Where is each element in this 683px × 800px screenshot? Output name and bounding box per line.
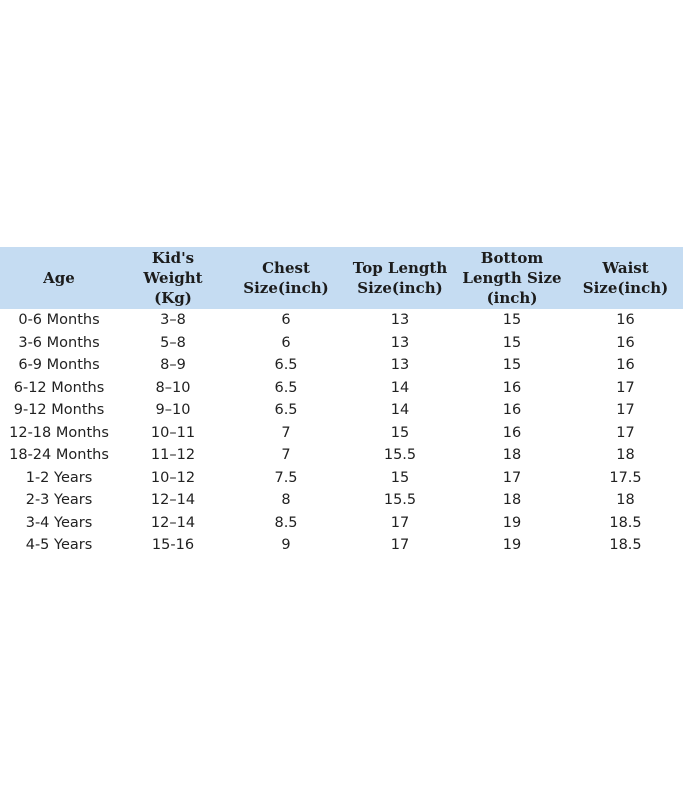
top-length-cell: 15.5 [383, 447, 417, 464]
age-cell: 2-3 Years [25, 492, 93, 509]
age-cell: 3-4 Years [25, 514, 93, 531]
chest-cell: 6 [281, 334, 291, 351]
top-length-cell: 15 [390, 469, 410, 486]
age-cell: 1-2 Years [25, 469, 93, 486]
top-length-cell: 17 [390, 537, 410, 554]
table-row [0, 489, 683, 512]
bottom-length-cell: 19 [502, 514, 522, 531]
weight-cell: 15-16 [151, 537, 195, 554]
table-row [0, 399, 683, 422]
table-body [0, 309, 683, 557]
chest-cell: 6.5 [274, 357, 298, 374]
waist-cell: 16 [616, 334, 635, 351]
age-cell: 6-12 Months [13, 379, 105, 396]
weight-cell: 11–12 [150, 447, 196, 464]
top-length-cell: 17 [390, 514, 410, 531]
table-row [0, 377, 683, 400]
bottom-length-cell: 16 [502, 379, 522, 396]
weight-cell: 12–14 [150, 492, 196, 509]
chest-cell: 6.5 [274, 402, 298, 419]
top-length-cell: 14 [390, 379, 410, 396]
header-age: Age [43, 269, 75, 287]
chest-cell: 6 [281, 312, 291, 329]
chest-cell: 7 [281, 424, 291, 441]
bottom-length-cell: 18 [502, 447, 522, 464]
waist-cell: 18 [616, 492, 635, 509]
header-chest-size: Chest Size(inch) [243, 259, 329, 297]
header-row [0, 247, 683, 309]
table-row [0, 534, 683, 557]
bottom-length-cell: 15 [502, 357, 522, 374]
table-row [0, 332, 683, 355]
age-cell: 18-24 Months [9, 447, 109, 464]
chest-cell: 8.5 [274, 514, 298, 531]
chest-cell: 8 [281, 492, 291, 509]
age-cell: 3-6 Months [18, 334, 100, 351]
bottom-length-cell: 18 [502, 492, 522, 509]
table-row [0, 467, 683, 490]
weight-cell: 9–10 [155, 402, 191, 419]
header-bottom-length: Bottom Length Size (inch) [462, 249, 562, 307]
waist-cell: 18.5 [609, 537, 642, 554]
table-header [0, 247, 683, 309]
chest-cell: 9 [281, 537, 291, 554]
waist-cell: 17 [616, 424, 635, 441]
table-row [0, 354, 683, 377]
age-cell: 0-6 Months [18, 312, 100, 329]
waist-cell: 16 [616, 357, 635, 374]
top-length-cell: 13 [390, 312, 410, 329]
waist-cell: 17 [616, 402, 635, 419]
header-top-length: Top Length Size(inch) [352, 259, 448, 297]
bottom-length-cell: 15 [502, 334, 522, 351]
weight-cell: 5–8 [160, 334, 186, 351]
waist-cell: 18.5 [609, 514, 642, 531]
weight-cell: 8–10 [155, 379, 191, 396]
table-row [0, 512, 683, 535]
weight-cell: 3–8 [160, 312, 186, 329]
waist-cell: 18 [616, 447, 635, 464]
bottom-length-cell: 15 [502, 312, 522, 329]
waist-cell: 16 [616, 312, 635, 329]
bottom-length-cell: 16 [502, 424, 522, 441]
top-length-cell: 15 [390, 424, 410, 441]
age-cell: 4-5 Years [25, 537, 93, 554]
table-row [0, 309, 683, 332]
age-cell: 9-12 Months [13, 402, 105, 419]
table-row [0, 422, 683, 445]
table-row [0, 444, 683, 467]
weight-cell: 10–12 [150, 469, 196, 486]
size-chart-table [0, 247, 683, 557]
waist-cell: 17.5 [609, 469, 642, 486]
bottom-length-cell: 17 [502, 469, 522, 486]
chest-cell: 7 [281, 447, 291, 464]
weight-cell: 12–14 [150, 514, 196, 531]
top-length-cell: 13 [390, 357, 410, 374]
waist-cell: 17 [616, 379, 635, 396]
top-length-cell: 13 [390, 334, 410, 351]
header-waist-size: Waist Size(inch) [582, 259, 669, 297]
age-cell: 6-9 Months [18, 357, 100, 374]
chest-cell: 6.5 [274, 379, 298, 396]
top-length-cell: 14 [390, 402, 410, 419]
chest-cell: 7.5 [274, 469, 298, 486]
age-cell: 12-18 Months [9, 424, 109, 441]
header-weight: Kid's Weight (Kg) [143, 249, 203, 307]
weight-cell: 8–9 [160, 357, 186, 374]
bottom-length-cell: 16 [502, 402, 522, 419]
top-length-cell: 15.5 [383, 492, 417, 509]
bottom-length-cell: 19 [502, 537, 522, 554]
weight-cell: 10–11 [150, 424, 196, 441]
